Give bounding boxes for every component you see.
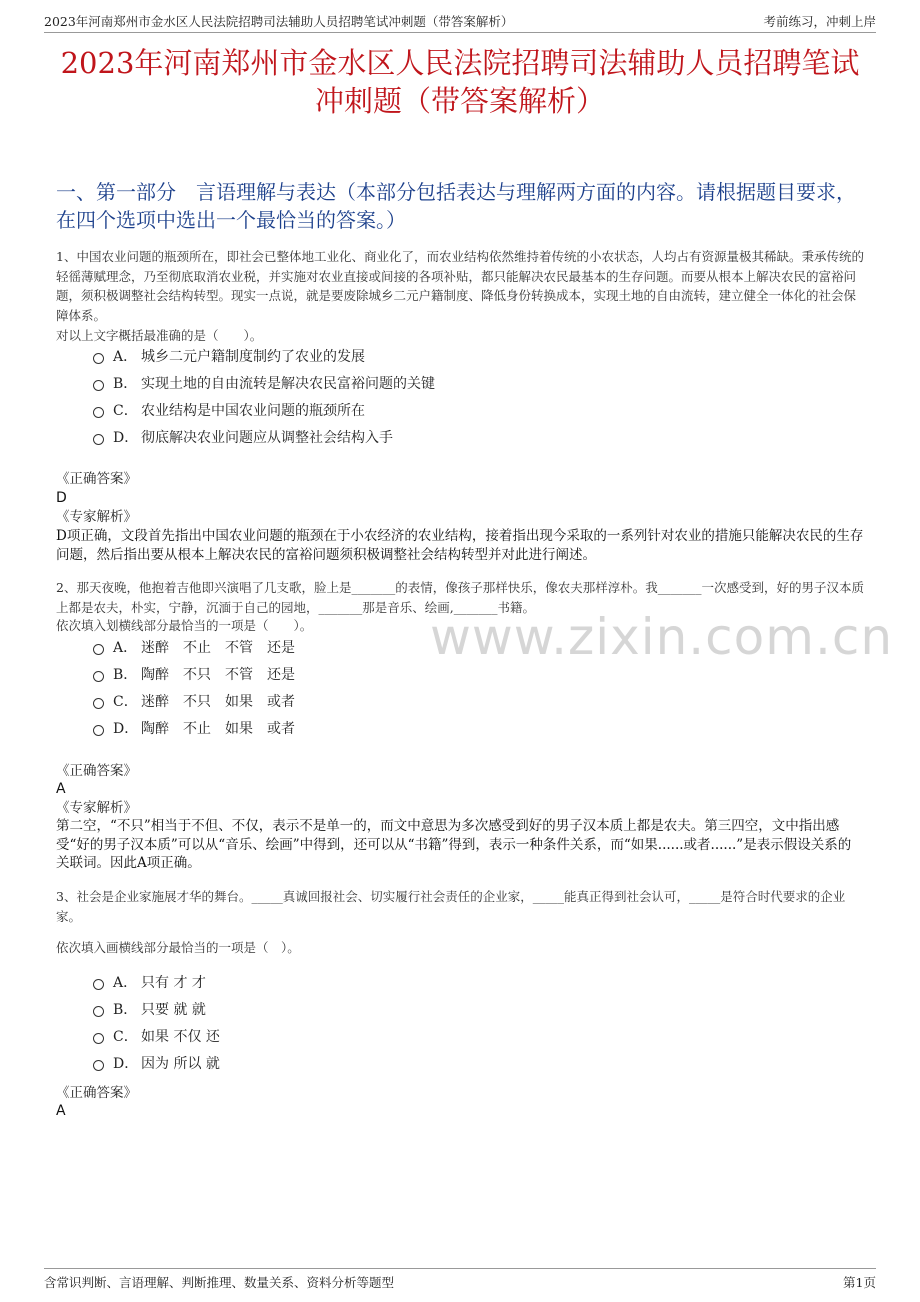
page-header: [44, 10, 876, 33]
radio-icon[interactable]: [93, 725, 104, 736]
header-slogan: 考前练习，冲刺上岸: [763, 14, 876, 29]
section-heading: 一、第一部分 言语理解与表达（本部分包括表达与理解两方面的内容。请根据题目要求，在四个选项中选出一个最恰当的答案。）: [56, 180, 856, 232]
question-2-option-b[interactable]: B． 陶醉 不只 不管 还是: [93, 665, 295, 687]
question-2-explanation: 第二空，“不只”相当于不但、不仅，表示不是单一的，而文中意思为多次感受到好的男子汉本质上都是农夫。第三四空，文中指出感受“好的男子汉本质”可以从“音乐、绘画”中得到，还可以从“书籍”得到，表示一种条件关系，而“如果......或者......”是表示假设关系的关联词。因此A项正确。: [56, 818, 852, 871]
question-3-prompt: 依次填入画横线部分最恰当的一项是（ ）。: [56, 940, 300, 955]
radio-icon[interactable]: [93, 353, 104, 364]
radio-icon[interactable]: [93, 434, 104, 445]
question-3-option-d[interactable]: D． 因为 所以 就: [93, 1054, 220, 1076]
question-2-option-c[interactable]: C． 迷醉 不只 如果 或者: [93, 692, 295, 714]
question-2-answer: A: [56, 781, 66, 797]
question-1-stem: 1、中国农业问题的瓶颈所在，即社会已整体地工业化、商业化了，而农业结构依然维持着传统的小农状态，人均占有资源量极其稀缺。秉承传统的轻徭薄赋理念，乃至彻底取消农业税，并实施对农业直接或间接的各项补贴，都只能解决农民最基本的生存问题。而要从根本上解决农民的富裕问题，须积极调整社会结构转型。现实一点说，就是要废除城乡二元户籍制度、降低身份转换成本，实现土地的自由流转，建立健全一体化的社会保障体系。: [56, 249, 864, 323]
question-1-answer: D: [56, 490, 67, 506]
question-1-explain-label: 《专家解析》: [56, 509, 137, 525]
question-1-explanation: D项正确，文段首先指出中国农业问题的瓶颈在于小农经济的农业结构，接着指出现今采取的一系列针对农业的措施只能解决农民的生存问题，然后指出要从根本上解决农民的富裕问题须积极调整社会结构转型并对此进行阐述。: [56, 528, 864, 563]
question-3-option-b[interactable]: B． 只要 就 就: [93, 1000, 206, 1022]
question-1-option-d[interactable]: D． 彻底解决农业问题应从调整社会结构入手: [93, 428, 393, 450]
question-2-explain-label: 《专家解析》: [56, 800, 137, 816]
question-3-stem: 3、社会是企业家施展才华的舞台。_____真诚回报社会、切实履行社会责任的企业家，_____能真正得到社会认可，_____是符合时代要求的企业家。: [56, 889, 846, 924]
question-3-option-a[interactable]: A． 只有 才 才: [93, 973, 206, 995]
question-2-option-d[interactable]: D． 陶醉 不止 如果 或者: [93, 719, 295, 741]
question-2-answer-label: 《正确答案》: [56, 763, 137, 779]
question-3-answer-label: 《正确答案》: [56, 1085, 137, 1101]
question-1-prompt: 对以上文字概括最准确的是（ ）。: [56, 328, 263, 343]
radio-icon[interactable]: [93, 407, 104, 418]
question-1-option-a[interactable]: A． 城乡二元户籍制度制约了农业的发展: [93, 347, 365, 369]
question-1-option-c[interactable]: C． 农业结构是中国农业问题的瓶颈所在: [93, 401, 365, 423]
question-1-answer-label: 《正确答案》: [56, 471, 137, 487]
radio-icon[interactable]: [93, 698, 104, 709]
page-title: 2023年河南郑州市金水区人民法院招聘司法辅助人员招聘笔试冲刺题（带答案解析）: [60, 46, 860, 118]
radio-icon[interactable]: [93, 671, 104, 682]
radio-icon[interactable]: [93, 644, 104, 655]
footer-note: 含常识判断、言语理解、判断推理、数量关系、资料分析等题型: [44, 1275, 395, 1290]
question-3-option-c[interactable]: C． 如果 不仅 还: [93, 1027, 220, 1049]
radio-icon[interactable]: [93, 1033, 104, 1044]
radio-icon[interactable]: [93, 380, 104, 391]
radio-icon[interactable]: [93, 1006, 104, 1017]
question-2-stem: 2、那天夜晚，他抱着吉他即兴演唱了几支歌，脸上是_______的表情，像孩子那样快乐，像农夫那样淳朴。我_______一次感受到，好的男子汉本质上都是农夫，朴实，宁静，沉湎于自己的园地，_______那是音乐、绘画,_______书籍。: [56, 580, 864, 615]
question-3-answer: A: [56, 1103, 66, 1119]
page-number: 第1页: [843, 1275, 876, 1290]
question-2-prompt: 依次填入划横线部分最恰当的一项是（ ）。: [56, 618, 313, 633]
radio-icon[interactable]: [93, 979, 104, 990]
question-1-option-b[interactable]: B． 实现土地的自由流转是解决农民富裕问题的关键: [93, 374, 435, 396]
header-doc-title: 2023年河南郑州市金水区人民法院招聘司法辅助人员招聘笔试冲刺题（带答案解析）: [44, 14, 514, 29]
watermark: www.zixin.com.cn: [430, 608, 894, 666]
page-footer: [44, 1268, 876, 1291]
question-2-option-a[interactable]: A． 迷醉 不止 不管 还是: [93, 638, 295, 660]
radio-icon[interactable]: [93, 1060, 104, 1071]
